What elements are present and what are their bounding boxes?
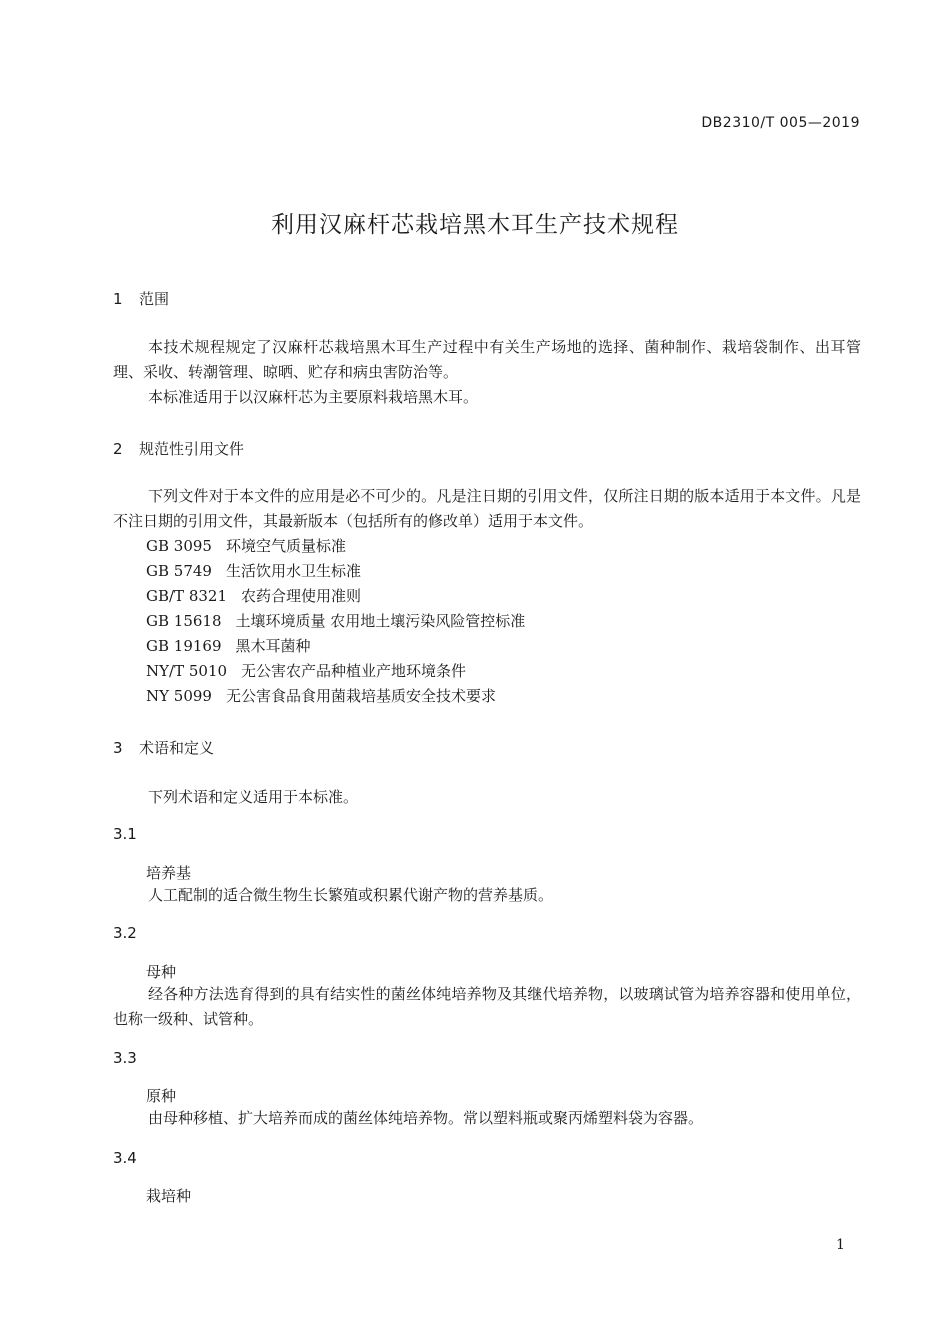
- reference-name: 土壤环境质量 农用地土壤污染风险管控标准: [235, 612, 526, 630]
- reference-item: [146, 660, 466, 681]
- section-number: 3: [113, 739, 123, 757]
- terms-intro-paragraph: 下列术语和定义适用于本标准。: [148, 788, 359, 806]
- scope-paragraph-2: 本标准适用于以汉麻杆芯为主要原料栽培黑木耳。: [148, 388, 479, 406]
- section-3-heading: [113, 737, 214, 758]
- section-number: 2: [113, 440, 123, 458]
- term-number: 3.4: [113, 1149, 137, 1167]
- refs-intro-paragraph: 下列文件对于本文件的应用是必不可少的。凡是注日期的引用文件，仅所注日期的版本适用于本文件。凡是不注日期的引用文件，其最新版本（包括所有的修改单）适用于本文件。: [113, 487, 861, 530]
- document-title: 利用汉麻杆芯栽培黑木耳生产技术规程: [271, 212, 679, 238]
- reference-code: NY/T 5010: [146, 662, 228, 680]
- reference-name: 生活饮用水卫生标准: [225, 562, 361, 580]
- scope-paragraph-1: 本技术规程规定了汉麻杆芯栽培黑木耳生产过程中有关生产场地的选择、菌种制作、栽培袋制作、出耳管理、采收、转潮管理、晾晒、贮存和病虫害防治等。: [113, 338, 861, 381]
- term-name: 原种: [146, 1087, 177, 1105]
- term-name: 母种: [146, 963, 177, 981]
- reference-code: GB/T 8321: [146, 587, 228, 605]
- term-number: 3.1: [113, 825, 137, 843]
- reference-name: 无公害食品食用菌栽培基质安全技术要求: [225, 687, 496, 705]
- term-definition: 由母种移植、扩大培养而成的菌丝体纯培养物。常以塑料瓶或聚丙烯塑料袋为容器。: [148, 1109, 704, 1127]
- reference-item: [146, 585, 361, 606]
- page-number: 1: [836, 1237, 845, 1253]
- reference-name: 环境空气质量标准: [225, 537, 346, 555]
- section-title: 术语和定义: [139, 739, 215, 757]
- section-number: 1: [113, 290, 123, 308]
- reference-item: [146, 535, 346, 556]
- section-2-heading: [113, 438, 244, 459]
- term-name: 栽培种: [146, 1187, 192, 1205]
- reference-item: [146, 610, 525, 631]
- reference-code: GB 3095: [146, 537, 212, 555]
- term-number: 3.3: [113, 1049, 137, 1067]
- reference-name: 无公害农产品种植业产地环境条件: [241, 662, 467, 680]
- reference-code: GB 15618: [146, 612, 222, 630]
- section-title: 范围: [139, 290, 170, 308]
- reference-code: GB 5749: [146, 562, 212, 580]
- term-number: 3.2: [113, 924, 137, 942]
- reference-name: 农药合理使用准则: [241, 587, 362, 605]
- term-name: 培养基: [146, 864, 192, 882]
- term-definition: 人工配制的适合微生物生长繁殖或积累代谢产物的营养基质。: [148, 886, 554, 904]
- section-title: 规范性引用文件: [139, 440, 245, 458]
- reference-item: [146, 635, 311, 656]
- document-code: DB2310/T 005—2019: [701, 115, 860, 131]
- reference-code: NY 5099: [146, 687, 212, 705]
- reference-item: [146, 685, 496, 706]
- section-1-heading: [113, 288, 169, 309]
- reference-code: GB 19169: [146, 637, 222, 655]
- reference-name: 黑木耳菌种: [235, 637, 311, 655]
- reference-item: [146, 560, 361, 581]
- term-definition: 经各种方法选育得到的具有结实性的菌丝体纯培养物及其继代培养物，以玻璃试管为培养容器和使用单位，也称一级种、试管种。: [113, 985, 861, 1028]
